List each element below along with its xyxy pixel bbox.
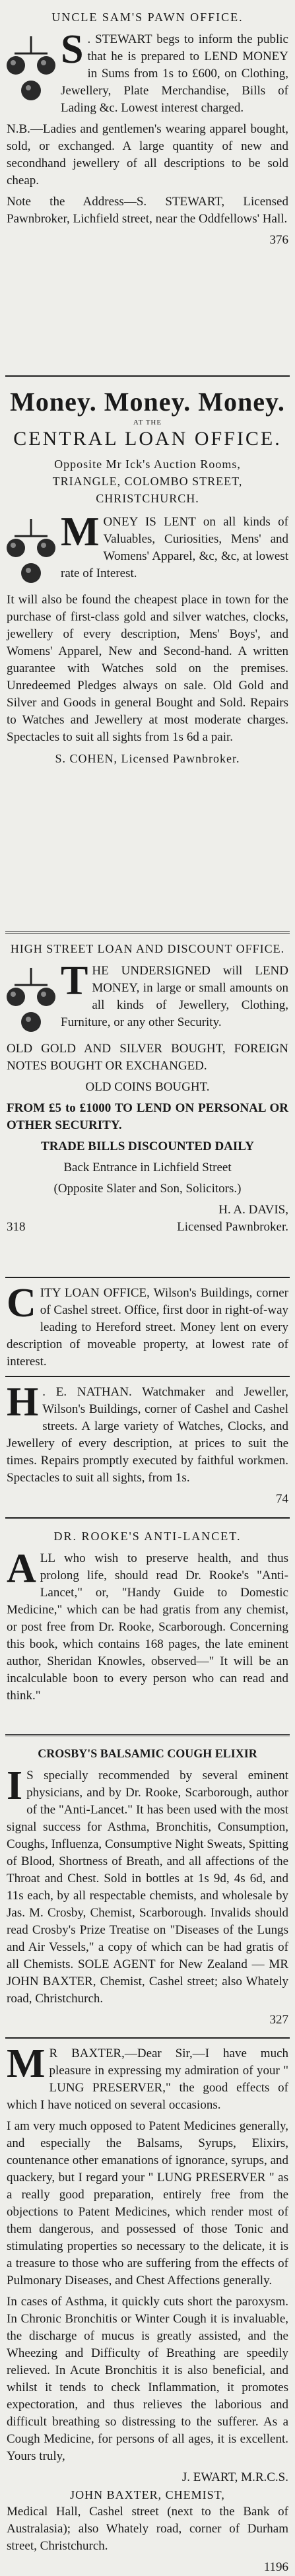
- drop-cap: M: [7, 2041, 46, 2086]
- ad-signature: S. COHEN, Licensed Pawnbroker.: [55, 752, 240, 765]
- ad-lend: FROM £5 to £1000 TO LEND ON PERSONAL OR OTHER SECURITY.: [7, 1101, 288, 1132]
- ad-heading: UNCLE SAM'S PAWN OFFICE.: [51, 11, 244, 24]
- ad-heading: DR. ROOKE'S ANTI-LANCET.: [53, 1530, 242, 1543]
- ad-body: ONEY IS LENT on all kinds of Valuables, Curiosities, Mens' and Womens' Apparel, &c, &c, at lowest rate of Interest.: [61, 515, 288, 580]
- drop-cap: M: [61, 510, 100, 555]
- ad-number: 1196: [263, 2560, 288, 2574]
- ad-city: CHRISTCHURCH.: [96, 492, 199, 505]
- ad-licence: Licensed Pawnbroker.: [177, 1220, 288, 1234]
- ad-subtitle: AT THE: [133, 419, 162, 426]
- ad-address: Medical Hall, Cashel street (next to the Bank of Australasia); also Whately road, corner of Durham street, Christchurch.: [7, 2505, 288, 2553]
- ad-chemist: JOHN BAXTER, CHEMIST,: [70, 2488, 225, 2501]
- drop-cap: S: [61, 27, 84, 72]
- ad-body: HE UNDERSIGNED will LEND MONEY, in large or small amounts on all kinds of Jewellery, Clothing, Furniture, or any other Security.: [61, 964, 288, 1029]
- ad-address: Note the Address—S. STEWART, Licensed Pawnbroker, Lichfield street, near the Oddfellows' Hall.: [7, 195, 288, 226]
- ad-central-loan-office: [5, 377, 290, 932]
- ad-signature: J. EWART, M.R.C.S.: [181, 2470, 288, 2484]
- ad-number: 74: [276, 1492, 288, 1506]
- ad-heading: CROSBY'S BALSAMIC COUGH ELIXIR: [38, 1747, 257, 1760]
- ad-body-continued: I am very much opposed to Patent Medicines generally, and especially the Balsams, Syrups, Elixirs, countenance other emanations of ignorance, syrups, and quackery, but I regard your " LUNG PRESERVER " as a really good preparation, entirely free from the objections to Patent Medicines, which render most of them dangerous, and possessed of those Tonic and stimulating properties so necessary to the delicate, it is a treasure to those who are suffering from the effects of Pulmonary Diseases, and Chest Affections generally.: [7, 2119, 288, 2288]
- ad-body: . E. NATHAN. Watchmaker and Jeweller, Wilson's Buildings, corner of Cashel and Cashel streets. A large variety of Watches, Clocks, and Jewellery of every description, at prices to suit the times. Repairs promptly executed by faithful workmen. Spectacles to suit all sights, from 1s.: [7, 1385, 288, 1485]
- ad-body-continued: It will also be found the cheapest place in town for the purchase of first-class gold and silver watches, clocks, jewellery of every description, Mens' Boys', and Womens' Apparel, New and Second-hand. A written guarantee with Watches sold on the premises. Unredeemed Pledges always on sale. Old Gold and Silver and Goods in general Bought and Sold. Repairs to Watches and Jewellery at most moderate charges. Spectacles to suit all sights from 1s 6d a pair.: [7, 593, 288, 744]
- ad-opposite: (Opposite Slater and Son, Solicitors.): [53, 1182, 242, 1196]
- ad-nathan-jeweller: [5, 1377, 290, 1517]
- pawnbroker-balls-icon: [7, 34, 55, 106]
- ad-bought: OLD GOLD AND SILVER BOUGHT, FOREIGN NOTES BOUGHT OR EXCHANGED.: [7, 1042, 288, 1073]
- ad-address: TRIANGLE, COLOMBO STREET,: [52, 475, 243, 488]
- ad-body-asthma: In cases of Asthma, it quickly cuts short the paroxysm. In Chronic Bronchitis or Winter Cough it is invaluable, the discharge of mucus is greatly assisted, and the Wheezing and Difficulty of Breathing are speedily relieved. In Acute Bronchitis it is also beneficial, and whilst it tends to check Inflammation, it promotes expectoration, and thus relieves the laborious and difficult breathing so distressing to the sufferer. As a Cough Medicine, for persons of all ages, it is excellent. Yours truly,: [7, 2295, 288, 2463]
- ad-heading: HIGH STREET LOAN AND DISCOUNT OFFICE.: [10, 942, 285, 955]
- office-name: CENTRAL LOAN OFFICE.: [13, 428, 282, 450]
- ad-trade-bills: TRADE BILLS DISCOUNTED DAILY: [41, 1139, 254, 1153]
- ad-body: S specially recommended by several eminent physicians, and by Dr. Rooke, Scarborough, author of the "Anti-Lancet." It has been used with the most signal success for Asthma, Bronchitis, Consumption, Coughs, Influenza, Consumptive Night Sweats, Spitting of Blood, Shortness of Breath, and all affections of the Throat and Chest. Sold in bottles at 1s 9d, 4s 6d, and 11s each, by all respectable chemists, and wholesale by Jas. M. Crosby, Chemist, Scarborough. Invalids should read Crosby's Prize Treatise on "Diseases of the Lungs and Air Vessels," a copy of which can be had gratis of all Chemists. SOLE AGENT for New Zealand — MR JOHN BAXTER, Chemist, Cashel street; also Whately road, Christchurch.: [7, 1769, 288, 2006]
- drop-cap: C: [7, 1281, 36, 1326]
- drop-cap: A: [7, 1546, 36, 1591]
- ad-number: 318: [7, 1220, 26, 1234]
- ad-number: 376: [269, 233, 288, 247]
- ad-entrance: Back Entrance in Lichfield Street: [63, 1161, 232, 1174]
- pawnbroker-balls-icon: [7, 965, 55, 1038]
- ad-dr-rookes-anti-lancet: [5, 1519, 290, 1734]
- ad-body: LL who wish to preserve health, and thus prolong life, should read Dr. Rooke's "Anti-Lancet," or, "Handy Guide to Domestic Medicine," which can be had gratis from any chemist, or post free from Dr. Rooke, Scarborough. Concerning this book, which contains 168 pages, the late eminent author, Sheridan Knowles, observed—" It will be an incalculable boon to every person who can read and think.": [7, 1551, 288, 1703]
- ad-coins: OLD COINS BOUGHT.: [85, 1080, 210, 1094]
- ad-body: . STEWART begs to inform the public that he is prepared to LEND MONEY in Sums from 1s to £600, on Clothing, Jewellery, Plate Merchandise, Bills of Lading &c. Lowest interest charged.: [61, 32, 288, 115]
- ad-note: N.B.—Ladies and gentlemen's wearing apparel bought, sold, or exchanged. A large quantity of new and secondhand jewellery of all descriptions to be sold cheap.: [7, 122, 288, 187]
- ad-lung-preserver-testimonial: [5, 2039, 290, 2574]
- ad-proprietor: H. A. DAVIS,: [218, 1203, 288, 1217]
- ad-body: R BAXTER,—Dear Sir,—I have much pleasure in expressing my admiration of your " LUNG PRESERVER," the good effects of which I have noticed on several occasions.: [7, 2047, 288, 2112]
- ad-high-street-loan: [5, 933, 290, 1277]
- ad-title: Money. Money. Money.: [10, 387, 285, 417]
- ad-number: 327: [269, 2013, 288, 2027]
- ad-location: Opposite Mr Ick's Auction Rooms,: [54, 458, 241, 471]
- newspaper-column: [5, 0, 290, 2574]
- ad-uncle-sams-pawn-office: [5, 0, 290, 375]
- drop-cap: H: [7, 1380, 39, 1425]
- drop-cap: T: [61, 959, 88, 1003]
- ad-city-loan-office: [5, 1278, 290, 1376]
- ad-crosbys-cough-elixir: [5, 1736, 290, 2037]
- drop-cap: I: [7, 1763, 23, 1808]
- ad-body: ITY LOAN OFFICE, Wilson's Buildings, corner of Cashel street. Office, first door in right-of-way leading to Hereford street. Money lent on every description of moveable property, at lowest rate of interest.: [7, 1286, 288, 1369]
- pawnbroker-balls-icon: [7, 516, 55, 589]
